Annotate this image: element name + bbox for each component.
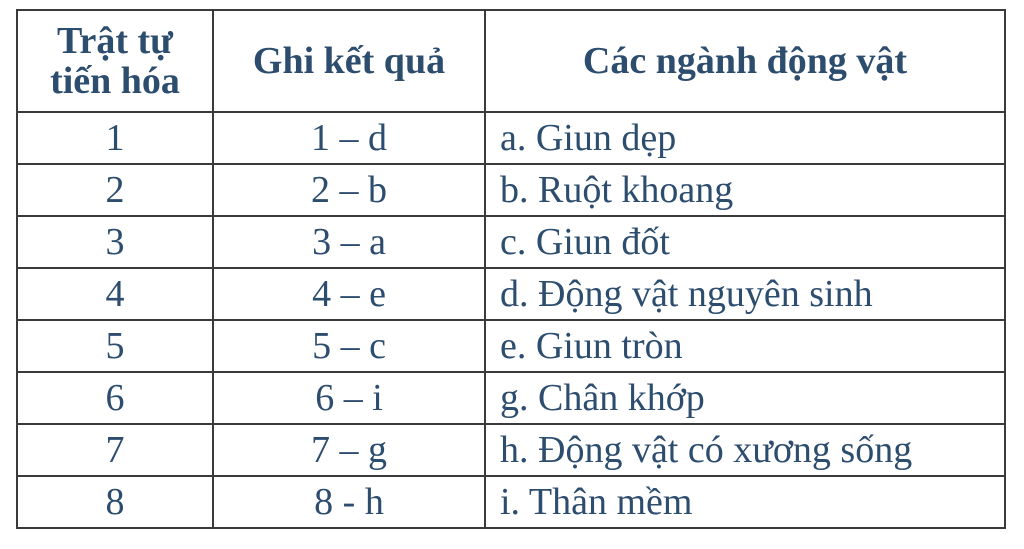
- cell-result: 3 – a: [213, 216, 485, 268]
- table-row: [17, 320, 1005, 372]
- cell-phylum: i. Thân mềm: [485, 476, 1005, 528]
- cell-order: 1: [17, 112, 213, 164]
- cell-phylum: b. Ruột khoang: [485, 164, 1005, 216]
- cell-phylum: e. Giun tròn: [485, 320, 1005, 372]
- cell-order: 8: [17, 476, 213, 528]
- cell-result: 5 – c: [213, 320, 485, 372]
- table-row: [17, 216, 1005, 268]
- cell-phylum: c. Giun đốt: [485, 216, 1005, 268]
- header-evolution-order-line1: Trật tự: [56, 20, 173, 62]
- cell-result: 8 - h: [213, 476, 485, 528]
- cell-result: 2 – b: [213, 164, 485, 216]
- evolution-order-table: [16, 9, 1006, 529]
- cell-result: 1 – d: [213, 112, 485, 164]
- header-evolution-order: [17, 10, 213, 112]
- header-result: Ghi kết quả: [213, 10, 485, 112]
- cell-phylum: d. Động vật nguyên sinh: [485, 268, 1005, 320]
- header-evolution-order-line2: tiến hóa: [50, 60, 180, 102]
- cell-phylum: a. Giun dẹp: [485, 112, 1005, 164]
- cell-order: 3: [17, 216, 213, 268]
- cell-result: 7 – g: [213, 424, 485, 476]
- cell-order: 2: [17, 164, 213, 216]
- cell-order: 5: [17, 320, 213, 372]
- table-row: [17, 476, 1005, 528]
- table-row: [17, 112, 1005, 164]
- cell-order: 4: [17, 268, 213, 320]
- table-header-row: [17, 10, 1005, 112]
- cell-order: 7: [17, 424, 213, 476]
- table-row: [17, 268, 1005, 320]
- cell-phylum: h. Động vật có xương sống: [485, 424, 1005, 476]
- table-row: [17, 424, 1005, 476]
- table-row: [17, 164, 1005, 216]
- cell-result: 4 – e: [213, 268, 485, 320]
- header-animal-phyla: Các ngành động vật: [485, 10, 1005, 112]
- table-row: [17, 372, 1005, 424]
- cell-result: 6 – i: [213, 372, 485, 424]
- cell-phylum: g. Chân khớp: [485, 372, 1005, 424]
- cell-order: 6: [17, 372, 213, 424]
